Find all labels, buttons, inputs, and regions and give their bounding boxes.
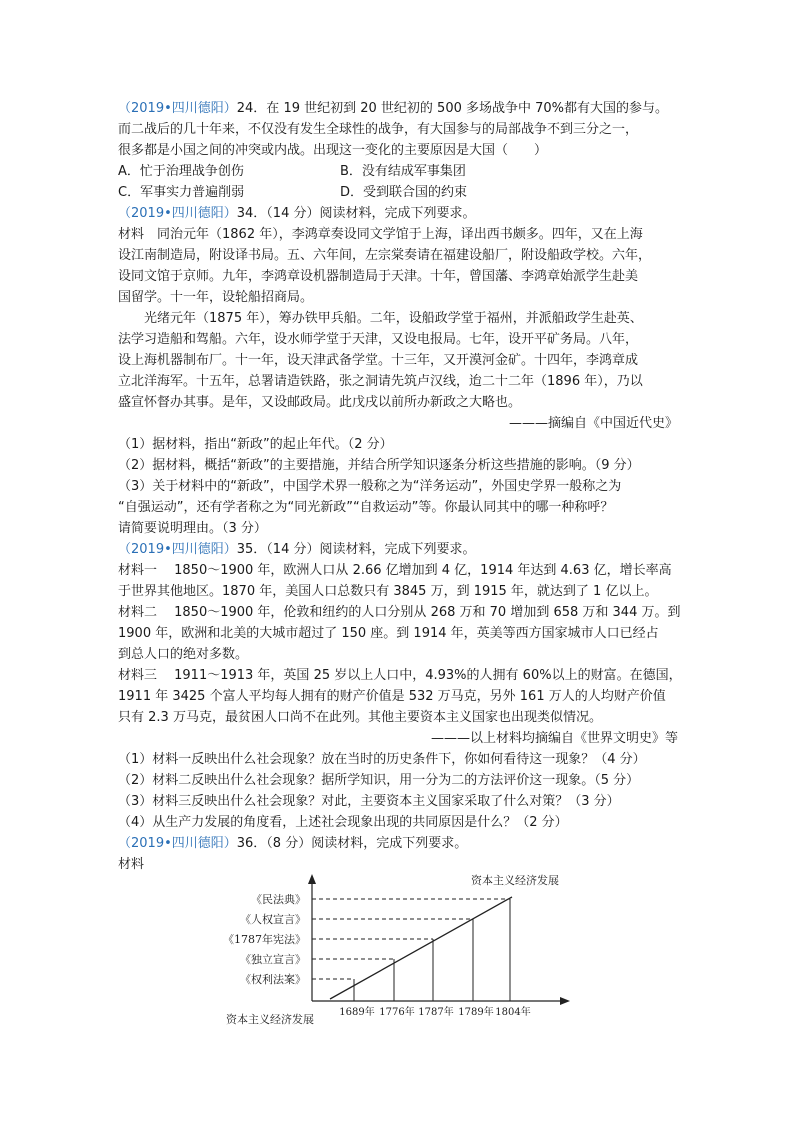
trend-line	[330, 897, 512, 999]
x-tick-label: 1804年	[495, 1007, 531, 1018]
q35-material2-line: 材料二 1850～1900 年，伦敦和纽约的人口分别从 268 万和 70 增加到 658 万和 344 万。到	[118, 605, 681, 620]
q24-options-row-2	[118, 182, 678, 203]
q24-line-1: （2019•四川德阳）24．在 19 世纪初到 20 世纪初的 500 多场战争中 70%都有大国的参与。	[118, 101, 669, 116]
chart-title: 资本主义经济发展	[471, 874, 559, 887]
q35-material3-line: 1911 年 3425 个富人平均每人拥有的财产价值是 532 万马克，另外 161 万人的人均财产价值	[118, 689, 666, 704]
q24-option-c: C．军事实力普遍削弱	[118, 185, 245, 200]
q34-citation: ———摘编自《中国近代史》	[508, 416, 678, 431]
q34-para2-line: 盛宣怀督办其事。是年，又设邮政局。此戊戌以前所办新政之大略也。	[118, 395, 522, 410]
q24-source: （2019•四川德阳）	[118, 101, 237, 116]
q34-header: （2019•四川德阳）34．（14 分）阅读材料，完成下列要求。	[118, 206, 476, 221]
q34-para2-line: 光绪元年（1875 年），筹办铁甲兵船。二年，设船政学堂于福州，并派船政学生赴英、	[144, 311, 643, 326]
q34-question: （2）据材料，概括“新政”的主要措施，并结合所学知识逐条分析这些措施的影响。（9 分）	[118, 458, 640, 473]
x-tick-label: 1789年	[458, 1007, 494, 1018]
q34-para2-line: 立北洋海军。十五年，总署请造铁路，张之洞请先筑卢汉线，迨二十二年（1896 年），乃以	[118, 374, 643, 389]
q35-material3-line: 只有 2.3 万马克，最贫困人口尚不在此列。其他主要资本主义国家也出现类似情况。	[118, 710, 602, 725]
q35-material3-line: 材料三 1911～1913 年，英国 25 岁以上人口中，4.93%的人拥有 60%以上的财富。在德国，	[118, 668, 682, 683]
q34-para1-line: 国留学。十一年，设轮船招商局。	[118, 290, 314, 305]
chart-layer	[223, 873, 570, 1026]
y-tick-label: 《1787年宪法》	[223, 933, 306, 946]
q36-source: （2019•四川德阳）	[118, 836, 237, 851]
q24-option-b: B．没有结成军事集团	[340, 164, 466, 179]
x-axis-arrow	[560, 997, 570, 1005]
q35-material1-line: 于世界其他地区。1870 年，美国人口总数只有 3845 万，到 1915 年，就达到了 1 亿以上。	[118, 584, 658, 599]
q35-material1-line: 材料一 1850～1900 年，欧洲人口从 2.66 亿增加到 4 亿，1914 年达到 4.63 亿，增长率高	[118, 563, 672, 578]
x-tick-label: 1787年	[418, 1007, 454, 1018]
y-axis-arrow	[308, 874, 316, 884]
q34-para2-line: 法学习造船和驾船。六年，设水师学堂于天津，又设电报局。七年，设开平矿务局。八年，	[118, 332, 639, 347]
x-axis-label: 资本主义经济发展	[226, 1013, 314, 1026]
q35-citation: ———以上材料均摘编自《世界文明史》等	[430, 731, 678, 746]
y-tick-label: 《独立宣言》	[240, 953, 306, 966]
q24-options-row-1	[118, 161, 678, 182]
q34-question: “自强运动”，还有学者称之为“同光新政”“自救运动”等。你最认同其中的哪一种称呼？	[118, 500, 614, 515]
x-tick-label: 1776年	[379, 1007, 415, 1018]
y-tick-label: 《民法典》	[251, 893, 306, 906]
q35-material2-line: 1900 年，欧洲和北美的大城市超过了 150 座。到 1914 年，英美等西方国家城市人口已经占	[118, 626, 659, 641]
q35-question: （2）材料二反映出什么社会现象？据所学知识，用一分为二的方法评价这一现象。（5 分）	[118, 773, 640, 788]
economy-chart	[210, 866, 580, 1026]
q24-line-3: 很多都是小国之间的冲突或内战。出现这一变化的主要原因是大国（ ）	[118, 143, 548, 158]
q35-source: （2019•四川德阳）	[118, 542, 237, 557]
q24-option-d: D．受到联合国的约束	[340, 185, 468, 200]
q34-question: （3）关于材料中的“新政”，中国学术界一般称之为“洋务运动”，外国史学界一般称之为	[118, 479, 622, 494]
q35-header: （2019•四川德阳）35．（14 分）阅读材料，完成下列要求。	[118, 542, 476, 557]
q34-question: （1）据材料，指出“新政”的起止年代。（2 分）	[118, 437, 393, 452]
q34-source: （2019•四川德阳）	[118, 206, 237, 221]
q24-line-2: 而二战后的几十年来，不仅没有发生全球性的战争，有大国参与的局部战争不到三分之一，	[118, 122, 639, 137]
x-tick-label: 1689年	[339, 1007, 375, 1018]
q34-para2-line: 设上海机器制布厂。十一年，设天津武备学堂。十三年，又开漠河金矿。十四年，李鸿章成	[118, 353, 639, 368]
q35-question: （4）从生产力发展的角度看，上述社会现象出现的共同原因是什么？（2 分）	[118, 815, 568, 830]
q34-question: 请简要说明理由。（3 分）	[118, 521, 267, 536]
q35-material2-line: 到总人口的绝对多数。	[118, 647, 249, 662]
q35-question: （3）材料三反映出什么社会现象？对此，主要资本主义国家采取了什么对策？（3 分）	[118, 794, 620, 809]
q34-para1-line: 设江南制造局，附设译书局。五、六年间，左宗棠奏请在福建设船厂，附设船政学校。六年，	[118, 248, 652, 263]
q34-para1-line: 材料 同治元年（1862 年），李鸿章奏设同文学馆于上海，译出西书颇多。四年，又在上海	[118, 227, 643, 242]
q34-para1-line: 设同文馆于京师。九年，李鸿章设机器制造局于天津。十年，曾国藩、李鸿章始派学生赴美	[118, 269, 639, 284]
q36-header: （2019•四川德阳）36．（8 分）阅读材料，完成下列要求。	[118, 836, 468, 851]
q35-question: （1）材料一反映出什么社会现象？放在当时的历史条件下，你如何看待这一现象？（4 分）	[118, 752, 646, 767]
y-tick-label: 《人权宣言》	[240, 913, 306, 926]
q36-material-label: 材料	[118, 857, 145, 872]
q24-option-a: A．忙于治理战争创伤	[118, 164, 244, 179]
y-tick-label: 《权利法案》	[240, 973, 306, 986]
exam-page	[118, 98, 682, 875]
